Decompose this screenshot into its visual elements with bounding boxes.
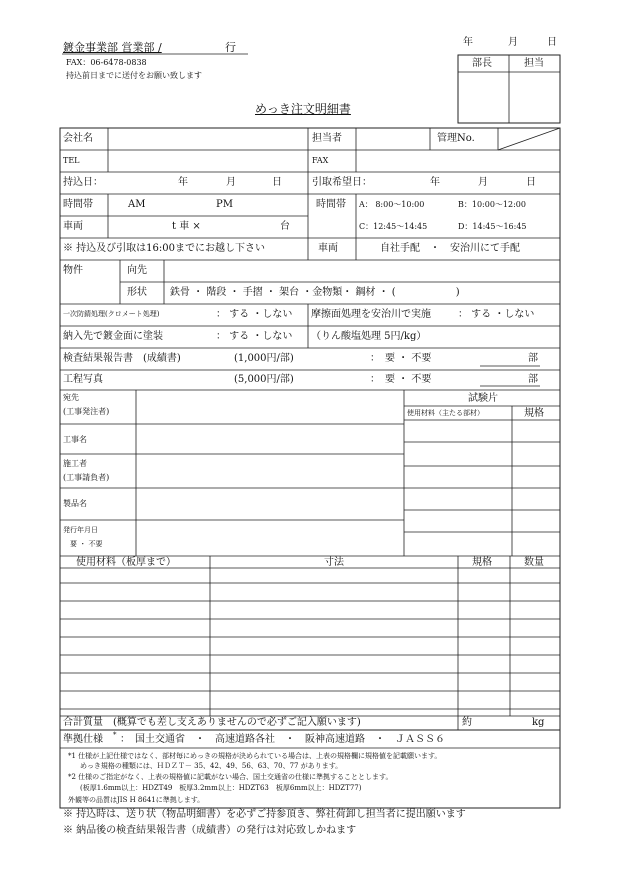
sharyo2-label: 車両 (318, 243, 338, 254)
spec-note2: *2 仕様のご指定がなく、上表の規格値に記載がない場合、国土交通省の仕様に準拠することとします。 (68, 773, 393, 781)
spec-note3: 外観等の品質はJIS H 8641に準拠します。 (68, 796, 205, 804)
company-label: 会社名 (63, 133, 93, 144)
send-note: 持込前日までに送付をお願い致します (66, 71, 202, 80)
col-qty: 数量 (524, 557, 544, 568)
ichiji-choice: ： する ・しない (216, 309, 293, 320)
keijou-options: 鉄骨 ・ 階段 ・ 手摺 ・ 架台 ・金物類・ 鋼材 ・ ( ) (170, 287, 460, 298)
slot-b: B：10:00～12:00 (458, 200, 526, 209)
slot-a: A： 8:00～10:00 (359, 200, 425, 209)
am-label: AM (128, 199, 146, 210)
koji-price: (5,000円/部) (234, 374, 294, 385)
koji-choice: ： 要 ・ 不要 (370, 374, 432, 385)
footer-note1: ※ 持込時は、送り状（物品明細書）を必ずご持参頂き、弊社荷卸し担当者に提出願います (63, 809, 466, 820)
spec-note2b: (板厚1.6mm以上：HDZT49 板厚3.2mm以上：HDZT63 板厚6mm以上：HDZT77) (80, 784, 362, 792)
tantousha-label: 担当者 (312, 133, 342, 144)
stamp-bucho: 部長 (472, 58, 492, 69)
mochikomi-year: 年 (178, 177, 188, 188)
date-month: 月 (508, 37, 518, 48)
jikantai2-label: 時間帯 (316, 199, 346, 210)
hakko2-label: 要 ・ 不要 (70, 540, 103, 548)
atesaki-label: 宛先 (63, 393, 79, 402)
shikenhen-label: 試験片 (468, 393, 498, 404)
kojimei-label: 工事名 (63, 435, 87, 444)
hikitori-day: 日 (526, 177, 536, 188)
koji-bu: 部 (528, 374, 538, 385)
keijou-label: 形状 (127, 287, 147, 298)
mochikomi-label: 持込日： (63, 177, 103, 188)
fax-label: FAX (312, 156, 329, 165)
kensa-label: 検査結果報告書 (成績書) (63, 353, 181, 364)
spec-label: 準拠仕様 (63, 734, 103, 745)
kikaku-label: 規格 (524, 408, 544, 419)
rinsan-note: （りん酸塩処理 5円/kg） (311, 331, 427, 342)
date-day: 日 (547, 37, 557, 48)
fax-number: FAX：06-6478-0838 (66, 58, 147, 67)
col-size: 寸法 (324, 557, 344, 568)
kanri-label: 管理No. (437, 133, 475, 144)
hikitori-label: 引取希望日： (312, 177, 372, 188)
sharyo-label: 車両 (63, 221, 83, 232)
shiyou-zairyo-label: 使用材料（主たる部材） (407, 409, 484, 417)
koji-label: 工程写真 (63, 374, 103, 385)
slot-d: D：14:45～16:45 (458, 222, 527, 231)
sekou-label: 施工者 (63, 459, 87, 468)
sekou2-label: (工事請負者) (63, 473, 110, 482)
mukesaki-label: 向先 (127, 265, 147, 276)
nounyu-label: 納入先で鍍金面に塗装 (63, 331, 163, 342)
spec-mark: * (113, 731, 117, 739)
kensa-price: (1,000円/部) (234, 353, 294, 364)
hakko-label: 発行年月日 (63, 526, 98, 534)
total-kg: kg (532, 717, 545, 728)
dept-suffix: 行 (225, 41, 236, 54)
total-label: 合計質量 (概算でも差し支えありませんので必ずご記入願います) (63, 717, 361, 728)
deadline-note: ※ 持込及び引取は16:00までにお越し下さい (63, 243, 265, 254)
atesaki2-label: (工事発注者) (63, 407, 110, 416)
kensa-choice: ： 要 ・ 不要 (370, 353, 432, 364)
ichiji-label: 一次防錆処理(クロメート処理) (63, 310, 160, 318)
masatsu-label: 摩擦面処理を安治川で実施 (311, 309, 431, 320)
hikitori-year: 年 (430, 177, 440, 188)
spec-options: ： 国土交通省 ・ 高速道路各社 ・ 阪神高速道路 ・ ＪＡＳＳ６ (120, 734, 445, 745)
kensa-bu: 部 (528, 353, 538, 364)
seihin-label: 製品名 (63, 499, 87, 508)
delivery-options: 自社手配 ・ 安治川にて手配 (380, 243, 520, 254)
dai-label: 台 (280, 221, 290, 232)
slot-c: C：12:45～14:45 (359, 222, 428, 231)
page-title: めっき注文明細書 (255, 102, 351, 116)
date-year: 年 (463, 37, 473, 48)
stamp-tanto: 担当 (524, 58, 544, 69)
masatsu-choice: ： する ・しない (458, 309, 535, 320)
footer-note2: ※ 納品後の検査結果報告書（成績書）の発行は対応致しかねます (63, 825, 357, 836)
col-spec: 規格 (472, 557, 492, 568)
jikantai-label: 時間帯 (63, 199, 93, 210)
nounyu-choice: ： する ・しない (216, 331, 293, 342)
ton-label: t 車 × (172, 221, 201, 232)
mochikomi-month: 月 (226, 177, 236, 188)
spec-note1b: めっき規格の種類には、ＨＤＺＴ－ 35、42、49、56、63、70、77 があります。 (80, 762, 343, 770)
mochikomi-day: 日 (272, 177, 282, 188)
spec-note1: *1 仕様が上記仕様ではなく、部材毎にめっきの規格が決められている場合は、上表の規格欄に規格値を記載願います。 (68, 752, 442, 760)
bukken-label: 物件 (63, 265, 83, 276)
col-material: 使用材料（板厚まで） (76, 557, 176, 568)
dept-label: 鍍金事業部 営業部 / (63, 41, 162, 54)
tel-label: TEL (63, 156, 80, 165)
hikitori-month: 月 (478, 177, 488, 188)
pm-label: PM (216, 199, 233, 210)
total-yaku: 約 (462, 717, 472, 728)
